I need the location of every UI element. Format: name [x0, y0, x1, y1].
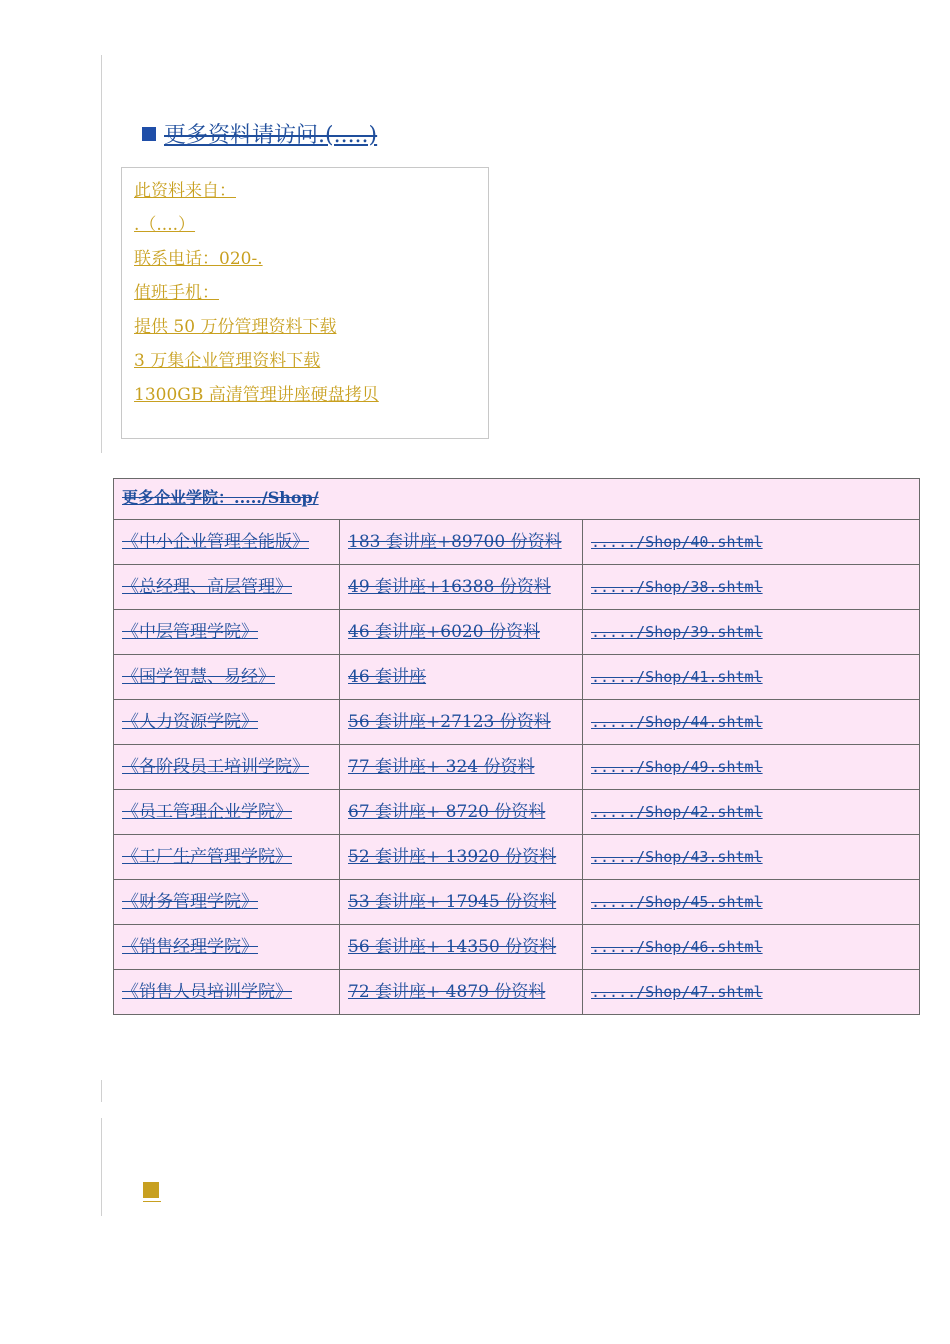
- academy-url-link[interactable]: ...../Shop/44.shtml: [583, 700, 920, 745]
- table-row: [114, 565, 920, 610]
- table-row: [114, 880, 920, 925]
- info-source[interactable]: 此资料来自：: [134, 181, 236, 201]
- info-offer-hdd[interactable]: 1300GB 高清管理讲座硬盘拷贝: [134, 385, 379, 405]
- table-row: [114, 655, 920, 700]
- academy-url-link[interactable]: ...../Shop/46.shtml: [583, 925, 920, 970]
- academy-name-link[interactable]: 《员工管理企业学院》: [114, 790, 340, 835]
- academy-table: [113, 478, 920, 1015]
- academy-url-link[interactable]: ...../Shop/42.shtml: [583, 790, 920, 835]
- academy-name-link[interactable]: 《工厂生产管理学院》: [114, 835, 340, 880]
- info-offer-docs[interactable]: 提供 50 万份管理资料下载: [134, 317, 337, 337]
- academy-content-link[interactable]: 52 套讲座+ 13920 份资料: [340, 835, 583, 880]
- table-row: [114, 970, 920, 1015]
- academy-url-link[interactable]: ...../Shop/43.shtml: [583, 835, 920, 880]
- more-resources-link[interactable]: [142, 118, 377, 149]
- academy-url-link[interactable]: ...../Shop/39.shtml: [583, 610, 920, 655]
- academy-name-link[interactable]: 《中层管理学院》: [114, 610, 340, 655]
- academy-content-link[interactable]: 77 套讲座+ 324 份资料: [340, 745, 583, 790]
- academy-content-link[interactable]: 72 套讲座+ 4879 份资料: [340, 970, 583, 1015]
- margin-line-mid: [101, 1080, 102, 1102]
- academy-url-link[interactable]: ...../Shop/40.shtml: [583, 520, 920, 565]
- academy-content-link[interactable]: 56 套讲座+ 14350 份资料: [340, 925, 583, 970]
- academy-name-link[interactable]: 《人力资源学院》: [114, 700, 340, 745]
- academy-name-link[interactable]: 《中小企业管理全能版》: [114, 520, 340, 565]
- margin-line-top: [101, 55, 102, 453]
- table-row: [114, 835, 920, 880]
- academy-content-link[interactable]: 67 套讲座+ 8720 份资料: [340, 790, 583, 835]
- more-resources-text: 更多资料请访问.(.....): [164, 123, 378, 148]
- square-bullet-icon: [142, 127, 156, 141]
- academy-url-link[interactable]: ...../Shop/49.shtml: [583, 745, 920, 790]
- bullet-underline: [143, 1201, 161, 1202]
- info-box: [121, 167, 489, 439]
- info-site[interactable]: .（....）: [134, 215, 196, 235]
- academy-name-link[interactable]: 《总经理、高层管理》: [114, 565, 340, 610]
- academy-content-link[interactable]: 46 套讲座: [340, 655, 583, 700]
- info-mobile[interactable]: 值班手机：: [134, 283, 219, 303]
- academy-name-link[interactable]: 《销售人员培训学院》: [114, 970, 340, 1015]
- table-row: [114, 700, 920, 745]
- table-header-row: [114, 479, 920, 520]
- table-header-link[interactable]: 更多企业学院：...../Shop/: [114, 479, 920, 520]
- academy-content-link[interactable]: 46 套讲座+6020 份资料: [340, 610, 583, 655]
- academy-content-link[interactable]: 56 套讲座+27123 份资料: [340, 700, 583, 745]
- table-row: [114, 790, 920, 835]
- academy-name-link[interactable]: 《国学智慧、易经》: [114, 655, 340, 700]
- table-row: [114, 610, 920, 655]
- academy-url-link[interactable]: ...../Shop/38.shtml: [583, 565, 920, 610]
- square-bullet-icon: [143, 1182, 159, 1198]
- table-row: [114, 520, 920, 565]
- academy-name-link[interactable]: 《各阶段员工培训学院》: [114, 745, 340, 790]
- academy-name-link[interactable]: 《财务管理学院》: [114, 880, 340, 925]
- table-row: [114, 745, 920, 790]
- academy-url-link[interactable]: ...../Shop/45.shtml: [583, 880, 920, 925]
- info-phone[interactable]: 联系电话：020-.: [134, 249, 263, 269]
- academy-content-link[interactable]: 53 套讲座+ 17945 份资料: [340, 880, 583, 925]
- academy-content-link[interactable]: 183 套讲座+89700 份资料: [340, 520, 583, 565]
- gold-bullet-link[interactable]: [143, 1182, 161, 1202]
- table-row: [114, 925, 920, 970]
- academy-content-link[interactable]: 49 套讲座+16388 份资料: [340, 565, 583, 610]
- academy-name-link[interactable]: 《销售经理学院》: [114, 925, 340, 970]
- margin-line-bottom: [101, 1118, 102, 1216]
- info-offer-videos[interactable]: 3 万集企业管理资料下载: [134, 351, 321, 371]
- academy-url-link[interactable]: ...../Shop/41.shtml: [583, 655, 920, 700]
- academy-url-link[interactable]: ...../Shop/47.shtml: [583, 970, 920, 1015]
